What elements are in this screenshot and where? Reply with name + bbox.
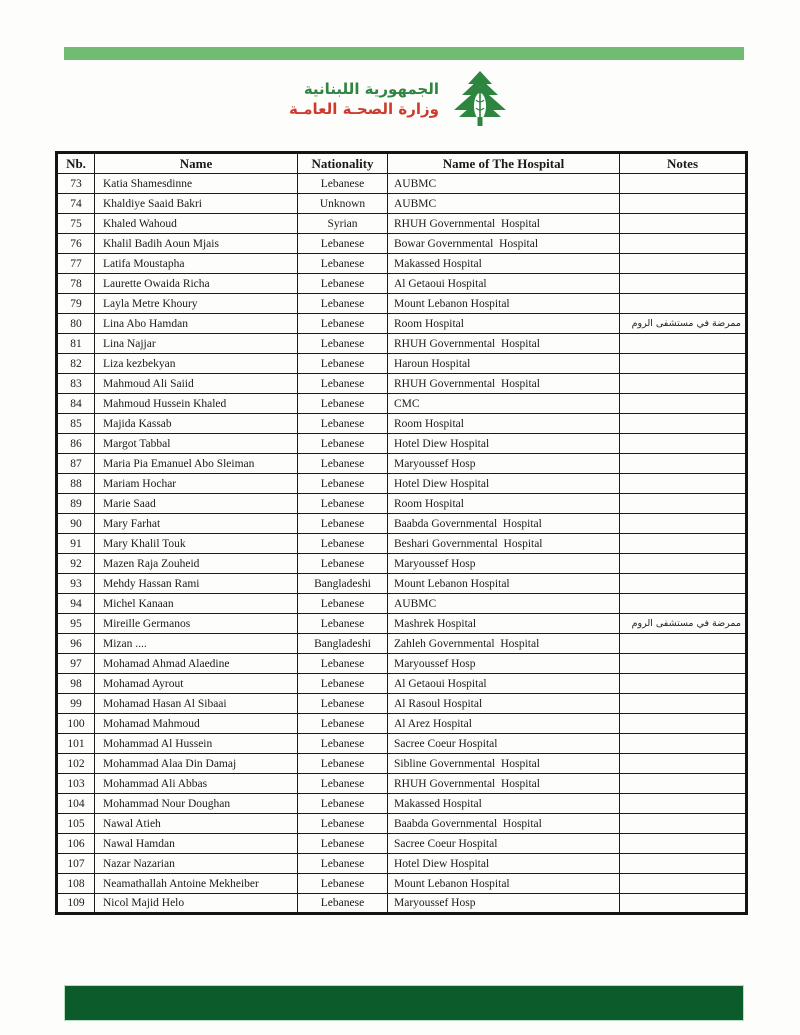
row-number-cell: 102 [57,754,95,774]
row-number-cell: 101 [57,734,95,754]
name-cell: Mohammad Al Hussein [95,734,298,754]
name-cell: Mireille Germanos [95,614,298,634]
hospital-cell: CMC [388,394,620,414]
table-row [57,314,747,334]
table-row [57,254,747,274]
notes-cell [620,774,747,794]
notes-cell [620,174,747,194]
name-cell: Mizan .... [95,634,298,654]
hospital-cell: RHUH Governmental Hospital [388,774,620,794]
nationality-cell: Lebanese [298,494,388,514]
table-row [57,634,747,654]
notes-cell [620,714,747,734]
hospital-cell: Mashrek Hospital [388,614,620,634]
notes-cell [620,694,747,714]
nationality-cell: Lebanese [298,234,388,254]
row-number-cell: 94 [57,594,95,614]
notes-cell [620,894,747,914]
hospital-cell: Sacree Coeur Hospital [388,734,620,754]
table-row [57,714,747,734]
nationality-cell: Lebanese [298,534,388,554]
col-header-nationality: Nationality [298,153,388,174]
hospital-cell: RHUH Governmental Hospital [388,374,620,394]
row-number-cell: 76 [57,234,95,254]
row-number-cell: 92 [57,554,95,574]
hospital-cell: Room Hospital [388,414,620,434]
nationality-cell: Syrian [298,214,388,234]
nationality-cell: Lebanese [298,454,388,474]
hospital-cell: Sacree Coeur Hospital [388,834,620,854]
name-cell: Mohammad Nour Doughan [95,794,298,814]
notes-cell [620,214,747,234]
table-row [57,834,747,854]
name-cell: Mohamad Ayrout [95,674,298,694]
notes-cell [620,234,747,254]
table-row [57,374,747,394]
notes-cell [620,334,747,354]
row-number-cell: 97 [57,654,95,674]
col-header-hospital: Name of The Hospital [388,153,620,174]
nationality-cell: Lebanese [298,834,388,854]
notes-cell [620,274,747,294]
nationality-cell: Lebanese [298,414,388,434]
nationality-cell: Lebanese [298,374,388,394]
row-number-cell: 83 [57,374,95,394]
hospital-cell: AUBMC [388,194,620,214]
nationality-cell: Lebanese [298,594,388,614]
row-number-cell: 78 [57,274,95,294]
row-number-cell: 88 [57,474,95,494]
row-number-cell: 95 [57,614,95,634]
row-number-cell: 103 [57,774,95,794]
table-row [57,534,747,554]
row-number-cell: 107 [57,854,95,874]
name-cell: Nawal Atieh [95,814,298,834]
row-number-cell: 96 [57,634,95,654]
table-row [57,774,747,794]
table-row [57,654,747,674]
row-number-cell: 108 [57,874,95,894]
nationality-cell: Bangladeshi [298,574,388,594]
name-cell: Mary Khalil Touk [95,534,298,554]
notes-cell [620,654,747,674]
notes-cell [620,854,747,874]
name-cell: Khaldiye Saaid Bakri [95,194,298,214]
hospital-cell: Room Hospital [388,314,620,334]
nationality-cell: Lebanese [298,714,388,734]
name-cell: Mary Farhat [95,514,298,534]
nationality-cell: Lebanese [298,794,388,814]
nationality-cell: Bangladeshi [298,634,388,654]
nationality-cell: Lebanese [298,654,388,674]
row-number-cell: 82 [57,354,95,374]
nationality-cell: Lebanese [298,354,388,374]
table-row [57,674,747,694]
notes-cell [620,674,747,694]
notes-cell [620,834,747,854]
nationality-cell: Lebanese [298,174,388,194]
hospital-cell: Bowar Governmental Hospital [388,234,620,254]
table-row [57,874,747,894]
name-cell: Mariam Hochar [95,474,298,494]
table-row [57,334,747,354]
hospital-cell: Hotel Diew Hospital [388,854,620,874]
nationality-cell: Lebanese [298,474,388,494]
table-row [57,454,747,474]
hospital-cell: Maryoussef Hosp [388,654,620,674]
nationality-cell: Lebanese [298,274,388,294]
row-number-cell: 100 [57,714,95,734]
table-row [57,854,747,874]
name-cell: Michel Kanaan [95,594,298,614]
name-cell: Mohammad Ali Abbas [95,774,298,794]
nationality-cell: Lebanese [298,434,388,454]
row-number-cell: 89 [57,494,95,514]
nationality-cell: Lebanese [298,674,388,694]
hospital-cell: Al Getaoui Hospital [388,674,620,694]
notes-cell [620,474,747,494]
notes-cell [620,634,747,654]
notes-cell [620,354,747,374]
hospital-cell: Al Rasoul Hospital [388,694,620,714]
row-number-cell: 104 [57,794,95,814]
notes-cell [620,754,747,774]
notes-cell [620,554,747,574]
nationality-cell: Lebanese [298,814,388,834]
name-cell: Neamathallah Antoine Mekheiber [95,874,298,894]
name-cell: Lina Najjar [95,334,298,354]
table-row [57,574,747,594]
hospital-cell: Hotel Diew Hospital [388,474,620,494]
hospital-cell: Sibline Governmental Hospital [388,754,620,774]
name-cell: Liza kezbekyan [95,354,298,374]
nationality-cell: Lebanese [298,254,388,274]
name-cell: Nazar Nazarian [95,854,298,874]
table-row [57,694,747,714]
row-number-cell: 85 [57,414,95,434]
table-row [57,174,747,194]
table-row [57,594,747,614]
hospital-cell: Maryoussef Hosp [388,894,620,914]
row-number-cell: 79 [57,294,95,314]
nationality-cell: Lebanese [298,334,388,354]
table-row [57,734,747,754]
col-header-nb: Nb. [57,153,95,174]
nationality-cell: Lebanese [298,554,388,574]
name-cell: Mahmoud Hussein Khaled [95,394,298,414]
hospital-cell: AUBMC [388,594,620,614]
notes-cell [620,434,747,454]
nationality-cell: Lebanese [298,894,388,914]
table-row [57,234,747,254]
col-header-notes: Notes [620,153,747,174]
top-accent-bar [64,47,744,60]
ministry-title: وزارة الصحـة العامـة [288,100,439,118]
nationality-cell: Lebanese [298,294,388,314]
name-cell: Khaled Wahoud [95,214,298,234]
hospital-cell: Maryoussef Hosp [388,554,620,574]
name-cell: Khalil Badih Aoun Mjais [95,234,298,254]
table-body [57,174,747,914]
hospital-cell: RHUH Governmental Hospital [388,214,620,234]
table-header-row [57,153,747,174]
name-cell: Mehdy Hassan Rami [95,574,298,594]
table-row [57,394,747,414]
row-number-cell: 106 [57,834,95,854]
name-cell: Mohammad Alaa Din Damaj [95,754,298,774]
notes-cell [620,594,747,614]
table-row [57,794,747,814]
table-row [57,414,747,434]
bottom-accent-bar [64,985,744,1021]
name-cell: Layla Metre Khoury [95,294,298,314]
hospital-cell: Zahleh Governmental Hospital [388,634,620,654]
row-number-cell: 86 [57,434,95,454]
hospital-cell: Makassed Hospital [388,254,620,274]
hospital-cell: Haroun Hospital [388,354,620,374]
notes-cell [620,874,747,894]
hospital-cell: Mount Lebanon Hospital [388,874,620,894]
hospital-cell: Mount Lebanon Hospital [388,574,620,594]
name-cell: Mohamad Hasan Al Sibaai [95,694,298,714]
row-number-cell: 87 [57,454,95,474]
notes-cell [620,394,747,414]
nationality-cell: Lebanese [298,694,388,714]
table-row [57,894,747,914]
republic-title: الجمهورية اللبنانية [303,79,439,98]
table-row [57,354,747,374]
name-cell: Laurette Owaida Richa [95,274,298,294]
table-row [57,434,747,454]
hospital-cell: Room Hospital [388,494,620,514]
cedar-tree-icon [449,70,511,128]
notes-cell [620,514,747,534]
name-cell: Mohamad Mahmoud [95,714,298,734]
notes-cell [620,294,747,314]
hospital-cell: Baabda Governmental Hospital [388,514,620,534]
name-cell: Mazen Raja Zouheid [95,554,298,574]
row-number-cell: 77 [57,254,95,274]
table-row [57,514,747,534]
hospital-cell: Maryoussef Hosp [388,454,620,474]
notes-cell [620,534,747,554]
hospital-cell: Baabda Governmental Hospital [388,814,620,834]
notes-cell [620,574,747,594]
nationality-cell: Lebanese [298,874,388,894]
row-number-cell: 98 [57,674,95,694]
name-cell: Nawal Hamdan [95,834,298,854]
ministry-logo [0,70,800,128]
hospital-cell: Beshari Governmental Hospital [388,534,620,554]
notes-cell [620,374,747,394]
table-row [57,614,747,634]
row-number-cell: 99 [57,694,95,714]
table-row [57,814,747,834]
notes-cell [620,254,747,274]
notes-cell [620,454,747,474]
nationality-cell: Lebanese [298,774,388,794]
table-row [57,194,747,214]
hospital-cell: Hotel Diew Hospital [388,434,620,454]
nationality-cell: Lebanese [298,514,388,534]
table-row [57,474,747,494]
col-header-name: Name [95,153,298,174]
row-number-cell: 73 [57,174,95,194]
nationality-cell: Unknown [298,194,388,214]
notes-cell: ممرضة في مستشفى الروم [620,614,747,634]
hospital-cell: Mount Lebanon Hospital [388,294,620,314]
notes-cell [620,794,747,814]
hospital-cell: RHUH Governmental Hospital [388,334,620,354]
name-cell: Mohamad Ahmad Alaedine [95,654,298,674]
notes-cell [620,494,747,514]
table-row [57,214,747,234]
row-number-cell: 105 [57,814,95,834]
row-number-cell: 80 [57,314,95,334]
row-number-cell: 90 [57,514,95,534]
table-row [57,494,747,514]
nationality-cell: Lebanese [298,734,388,754]
patients-table [55,151,748,915]
name-cell: Mahmoud Ali Saiid [95,374,298,394]
nationality-cell: Lebanese [298,754,388,774]
nationality-cell: Lebanese [298,614,388,634]
name-cell: Majida Kassab [95,414,298,434]
row-number-cell: 81 [57,334,95,354]
notes-cell [620,194,747,214]
name-cell: Maria Pia Emanuel Abo Sleiman [95,454,298,474]
name-cell: Latifa Moustapha [95,254,298,274]
row-number-cell: 93 [57,574,95,594]
hospital-cell: Al Getaoui Hospital [388,274,620,294]
table-row [57,294,747,314]
hospital-cell: AUBMC [388,174,620,194]
row-number-cell: 84 [57,394,95,414]
name-cell: Katia Shamesdinne [95,174,298,194]
nationality-cell: Lebanese [298,394,388,414]
notes-cell [620,734,747,754]
name-cell: Margot Tabbal [95,434,298,454]
table-row [57,754,747,774]
nationality-cell: Lebanese [298,854,388,874]
ministry-logo-text [289,79,439,120]
row-number-cell: 74 [57,194,95,214]
nationality-cell: Lebanese [298,314,388,334]
hospital-cell: Makassed Hospital [388,794,620,814]
row-number-cell: 91 [57,534,95,554]
name-cell: Marie Saad [95,494,298,514]
row-number-cell: 75 [57,214,95,234]
row-number-cell: 109 [57,894,95,914]
notes-cell [620,814,747,834]
hospital-cell: Al Arez Hospital [388,714,620,734]
notes-cell: ممرضة في مستشفى الروم [620,314,747,334]
table-row [57,274,747,294]
table-row [57,554,747,574]
name-cell: Nicol Majid Helo [95,894,298,914]
name-cell: Lina Abo Hamdan [95,314,298,334]
notes-cell [620,414,747,434]
